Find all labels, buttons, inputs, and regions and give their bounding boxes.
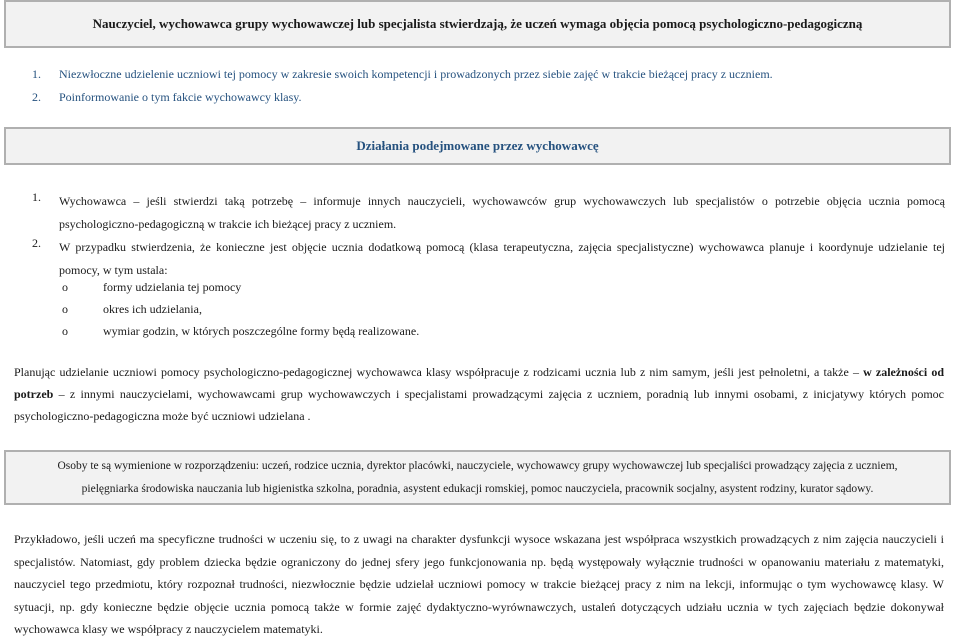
example-paragraph: Przykładowo, jeśli uczeń ma specyficzne trudności w uczeniu się, to z uwagi na charakter dysfunkcji wysoce wskazana jest współpraca wszystkich prowadzących z nim zajęcia nauczycieli i specjalistów. Natomiast, gdy problem dziecka będzie ograniczony do jednej sfery jego funkcjonowania np. będą występowały wyłącznie trudności w opanowaniu materiału z matematyki, nauczyciel tego przedmiotu, który rozpoznał trudności, niezwłocznie będzie udzielał uczniowi pomocy w trakcie bieżącej pracy z nim na lekcji, informując o tym wychowawcę klasy. W sytuacji, np. gdy konieczne będzie objęcie ucznia pomocą także w formie zajęć dydaktyczno-wyrównawczych, ustaleń dotyczących udziału ucznia w tych zajęciach będzie dokonywał wychowawca klasy we współpracy z nauczycielem matematyki. — [14, 532, 944, 636]
list-item: Niezwłoczne udzielenie uczniowi tej pomocy w zakresie swoich kompetencji i prowadzonych przez siebie zajęć w trakcie bieżącej pracy z uczniem. — [59, 67, 773, 81]
list-item: W przypadku stwierdzenia, że konieczne jest objęcie ucznia dodatkową pomocą (klasa terapeutyczna, zajęcia specjalistyczne) wychowawca planuje i koordynuje udzielanie tej pomocy, w tym ustala: — [59, 240, 945, 277]
list-number: 2. — [32, 236, 41, 250]
section-heading-box — [4, 127, 951, 165]
planning-paragraph — [14, 361, 944, 427]
heading-box — [4, 0, 951, 48]
bullet-marker: o — [62, 324, 68, 338]
bullet-item: okres ich udzielania, — [103, 302, 202, 316]
planning-text-2: – z innymi nauczycielami, wychowawcami grup wychowawczych i specjalistami prowadzącymi zajęcia z uczniem, poradnią lub innymi osobami, z inicjatywy których pomoc psychologiczno-pedagogiczna może być uczniowi udzielana . — [14, 387, 944, 423]
bullet-marker: o — [62, 302, 68, 316]
planning-text-1: Planując udzielanie uczniowi pomocy psychologiczno-pedagogicznej wychowawca klasy współpracuje z rodzicami ucznia lub z nim samym, jeśli jest pełnoletni, a także – — [14, 365, 864, 379]
persons-box — [4, 450, 951, 505]
list-item: Poinformowanie o tym fakcie wychowawcy klasy. — [59, 90, 302, 104]
planning-emphasis: w zależności od potrzeb — [14, 365, 944, 401]
list-item: Wychowawca – jeśli stwierdzi taką potrzebę – informuje innych nauczycieli, wychowawców grup wychowawczych lub specjalistów o potrzebie objęcia ucznia pomocą psychologiczno-pedagogiczną w trakcie ich bieżącej pracy z uczniem. — [59, 194, 945, 231]
section-heading: Działania podejmowane przez wychowawcę — [356, 138, 599, 153]
list-number: 1. — [32, 190, 41, 204]
persons-text: Osoby te są wymienione w rozporządzeniu: uczeń, rodzice ucznia, dyrektor placówki, nauczyciele, wychowawcy grupy wychowawczej lub specjaliści prowadzący zajęcia z uczniem, pielęgniarka środowiska nauczania lub higienistka szkolna, poradnia, asystent edukacji romskiej, pomoc nauczyciela, pracownik socjalny, asystent rodziny, kurator sądowy. — [57, 459, 898, 495]
list-number: 1. — [32, 67, 41, 81]
bullet-item: formy udzielania tej pomocy — [103, 280, 242, 294]
bullet-item: wymiar godzin, w których poszczególne formy będą realizowane. — [103, 324, 420, 338]
heading-title: Nauczyciel, wychowawca grupy wychowawczej lub specjalista stwierdzają, że uczeń wymaga objęcia pomocą psychologiczno-pedagogiczną — [92, 16, 863, 31]
bullet-marker: o — [62, 280, 68, 294]
list-number: 2. — [32, 90, 41, 104]
